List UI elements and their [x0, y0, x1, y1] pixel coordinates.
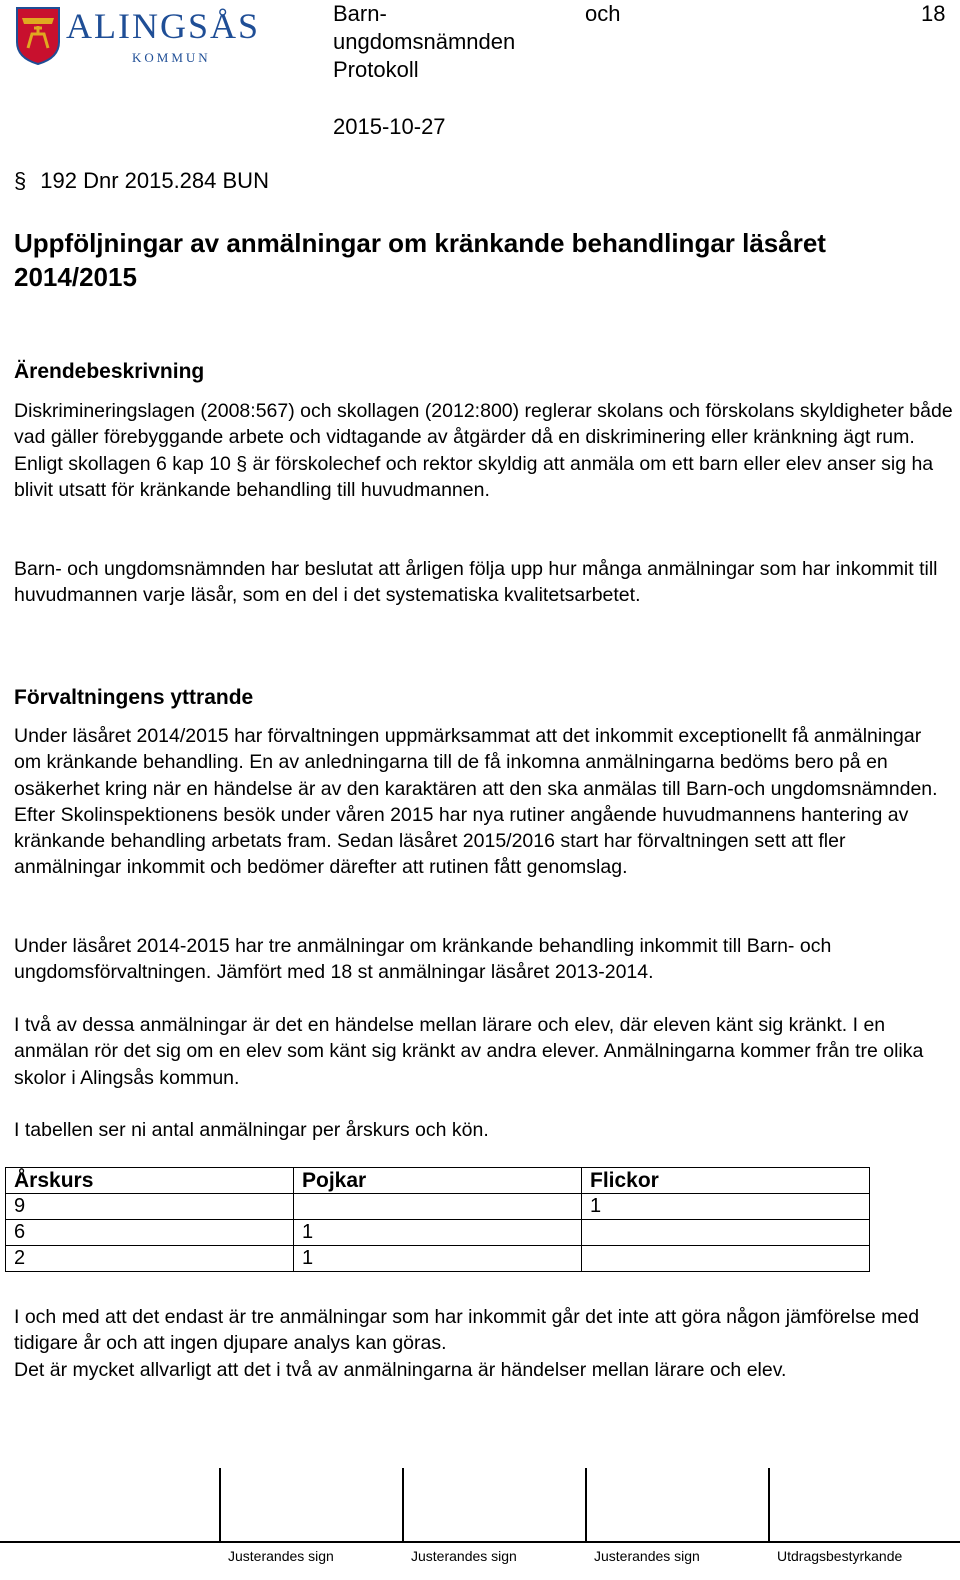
coat-of-arms-icon [17, 8, 59, 64]
signature-divider [402, 1468, 404, 1542]
table-header-row [6, 1168, 870, 1194]
reports-table [5, 1167, 870, 1272]
forvaltning-paragraph-2: Under läsåret 2014-2015 har tre anmälningar om kränkande behandling inkommit till Barn- och ungdomsförvaltningen. Jämfört med 18 st anmälningar läsåret 2013-2014. [14, 935, 832, 984]
section-symbol: § [14, 168, 27, 193]
table-cell: 2 [6, 1246, 294, 1272]
forvaltning-paragraph-5: I och med att det endast är tre anmälningar som har inkommit går det inte att göra någon jämförelse med tidigare år och att ingen djupare analys kan göras. [14, 1306, 920, 1355]
page-title: Uppföljningar av anmälningar om kränkande behandlingar läsåret 2014/2015 [14, 228, 826, 292]
table-row [6, 1220, 870, 1246]
table-row [6, 1194, 870, 1220]
arende-paragraph-2: Barn- och ungdomsnämnden har beslutat att årligen följa upp hur många anmälningar som har inkommit till huvudmannen varje läsår, som en del i det systematiska kvalitetsarbetet. [14, 558, 938, 607]
document-type: Protokoll [333, 57, 419, 82]
signature-baseline [0, 1541, 960, 1543]
heading-arendebeskrivning: Ärendebeskrivning [14, 360, 205, 383]
paragraph-reference: § 192 Dnr 2015.284 BUN [14, 168, 269, 193]
signature-divider [219, 1468, 221, 1542]
table-cell [582, 1220, 870, 1246]
meeting-date: 2015-10-27 [333, 114, 446, 139]
forvaltning-paragraph-4: I tabellen ser ni antal anmälningar per årskurs och kön. [14, 1119, 489, 1141]
signature-divider [585, 1468, 587, 1542]
table-cell: 6 [6, 1220, 294, 1246]
table-header-cell: Årskurs [6, 1168, 294, 1194]
table-row [6, 1246, 870, 1272]
svg-text:KOMMUN: KOMMUN [132, 50, 211, 65]
table-header-cell: Flickor [582, 1168, 870, 1194]
svg-text:ALINGSÅS: ALINGSÅS [66, 6, 261, 46]
table-cell: 1 [582, 1194, 870, 1220]
table-cell: 1 [294, 1220, 582, 1246]
arende-paragraph-1: Diskrimineringslagen (2008:567) och skollagen (2012:800) reglerar skolans och förskolans skyldigheter både vad gäller förebyggande arbete och vidtagande av åtgärder då en diskriminering eller kränkning ägt rum. Enligt skollagen 6 kap 10 § är förskolechef och rektor skyldig att anmäla om ett barn eller elev anser sig ha blivit utsatt för kränkande behandling till huvudmannen. [14, 400, 953, 501]
signature-label: Utdragsbestyrkande [777, 1548, 903, 1564]
table-header-cell: Pojkar [294, 1168, 582, 1194]
page-number: 18 [921, 1, 946, 26]
signature-label: Justerandes sign [228, 1548, 334, 1564]
signature-divider [768, 1468, 770, 1542]
alingsas-kommun-logo [14, 4, 289, 66]
table-cell [582, 1246, 870, 1272]
committee-conjunction: och [585, 1, 621, 26]
forvaltning-paragraph-6: Det är mycket allvarligt att det i två av anmälningarna är händelser mellan lärare och elev. [14, 1359, 787, 1381]
table-cell [294, 1194, 582, 1220]
table-cell: 1 [294, 1246, 582, 1272]
forvaltning-paragraph-1: Under läsåret 2014/2015 har förvaltningen uppmärksammat att det inkommit exceptionellt få anmälningar om kränkande behandling. En av anledningarna till de få inkomna anmälningarna bedöms bero på en osäkerhet kring när en händelse är av den karaktären att den ska anmälas till Barn-och ungdomsnämnden. Efter Skolinspektionens besök under våren 2015 har nya rutiner angående huvudmannens hantering av kränkande behandling arbetats fram. Sedan läsåret 2015/2016 start har förvaltningen sett att fler anmälningar inkommit och bedömer därefter att rutinen fått genomslag. [14, 725, 938, 879]
signature-label: Justerandes sign [411, 1548, 517, 1564]
committee-name: Barn- ungdomsnämnden Protokoll [333, 1, 516, 82]
table-cell: 9 [6, 1194, 294, 1220]
forvaltning-paragraph-3: I två av dessa anmälningar är det en händelse mellan lärare och elev, där eleven känt sig kränkt. I en anmälan rör det sig om en elev som känt sig kränkt av andra elever. Anmälningarna kommer från tre olika skolor i Alingsås kommun. [14, 1014, 924, 1089]
heading-forvaltningens-yttrande: Förvaltningens yttrande [14, 686, 254, 709]
signature-label: Justerandes sign [594, 1548, 700, 1564]
